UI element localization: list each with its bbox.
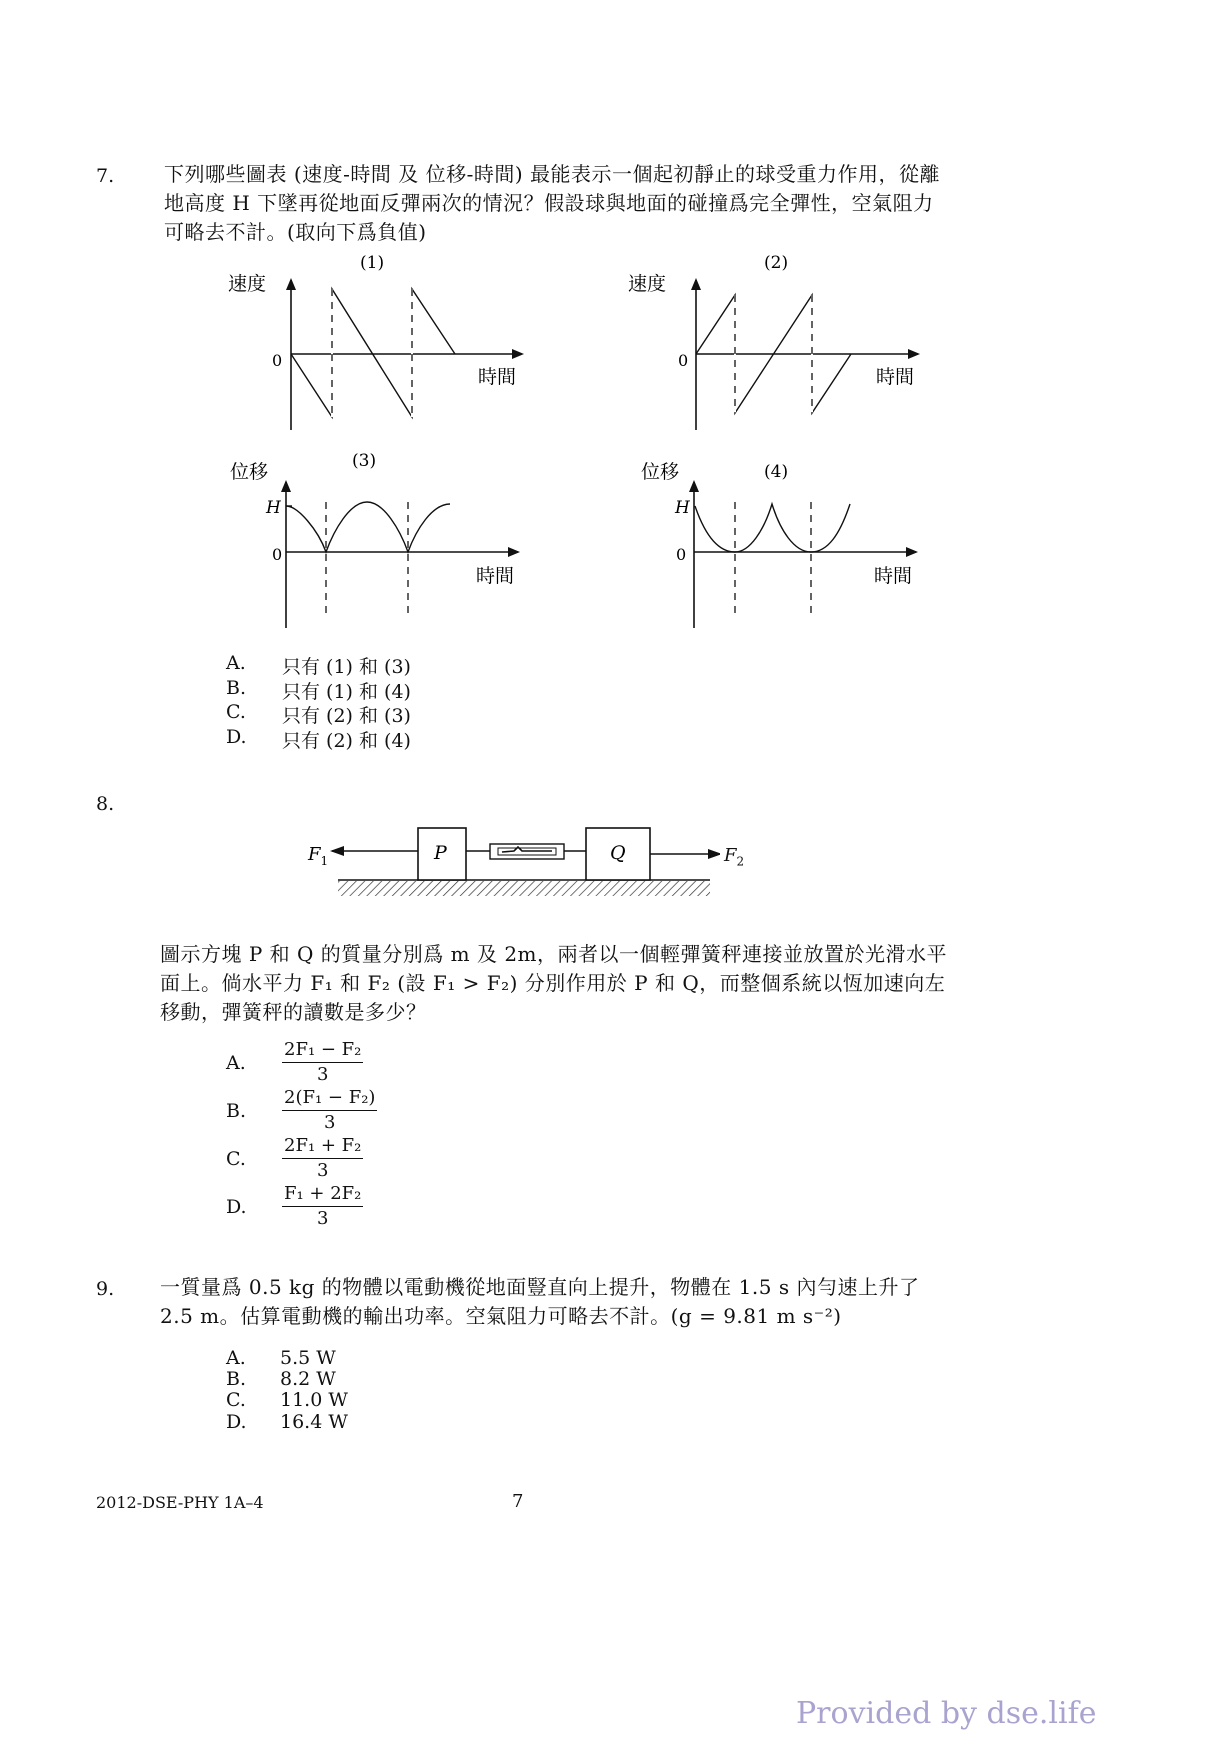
- graph-1: [228, 253, 522, 430]
- x-axis-label: 時間: [478, 366, 517, 388]
- graph-label: (2): [764, 253, 789, 273]
- denominator: 3: [323, 1112, 336, 1133]
- option-letter: D.: [226, 726, 247, 748]
- graph-3: [230, 451, 518, 628]
- stem-line: 地高度 H 下墜再從地面反彈兩次的情況？假設球與地面的碰撞爲完全彈性，空氣阻力: [164, 191, 934, 215]
- force-f2-label: $F_2$: [724, 845, 745, 869]
- graph-label: (3): [352, 451, 377, 471]
- question-number: 8.: [96, 793, 115, 815]
- numerator: 2F₁ − F₂: [282, 1038, 363, 1063]
- block-p-label: P: [434, 842, 447, 864]
- option-fraction: [282, 1182, 363, 1231]
- option-letter: A.: [226, 1052, 246, 1074]
- velocity-curve: [291, 289, 455, 417]
- denominator: 3: [316, 1160, 329, 1181]
- h-mark-label: H: [675, 498, 690, 518]
- y-axis-label: 速度: [628, 273, 667, 295]
- origin-label: 0: [272, 545, 283, 564]
- watermark: Provided by dse.life: [796, 1696, 1097, 1731]
- option-text: 5.5 W: [280, 1347, 336, 1369]
- graph-label: (4): [764, 462, 789, 482]
- graph-2: [628, 253, 918, 430]
- question-stem: [160, 1273, 919, 1331]
- denominator: 3: [316, 1064, 329, 1085]
- displacement-curve: [286, 502, 450, 552]
- origin-label: 0: [678, 351, 689, 370]
- graph-4: [641, 461, 916, 628]
- option-text: 只有 (1) 和 (3): [282, 656, 411, 678]
- stem-line: 2.5 m。估算電動機的輸出功率。空氣阻力可略去不計。(g = 9.81 m s⁻²): [160, 1304, 842, 1328]
- numerator: F₁ + 2F₂: [282, 1182, 363, 1207]
- block-q-label: Q: [610, 842, 626, 864]
- option-text: 只有 (2) 和 (4): [282, 730, 411, 752]
- stem-line: 下列哪些圖表 (速度-時間 及 位移-時間) 最能表示一個起初靜止的球受重力作用，從離: [164, 162, 941, 186]
- q8-diagram: [300, 818, 720, 904]
- option-letter: A.: [226, 1347, 246, 1369]
- option-letter: C.: [226, 1389, 246, 1411]
- q7-graphs: [0, 0, 1228, 700]
- paper-code: 2012-DSE-PHY 1A–4: [96, 1493, 264, 1512]
- option-text: 11.0 W: [280, 1389, 348, 1411]
- y-axis-label: 位移: [230, 461, 269, 483]
- force-f1-label: $F_1$: [308, 844, 329, 868]
- option-text: 16.4 W: [280, 1411, 348, 1433]
- stem-line: 可略去不計。(取向下爲負值): [164, 220, 427, 244]
- stem-line: 圖示方塊 P 和 Q 的質量分別爲 m 及 2m，兩者以一個輕彈簧秤連接並放置於光滑水平: [160, 942, 948, 966]
- denominator: 3: [316, 1208, 329, 1229]
- option-letter: D.: [226, 1411, 247, 1433]
- y-axis-label: 速度: [228, 273, 267, 295]
- x-axis-label: 時間: [476, 565, 515, 587]
- ground-hatching: [338, 881, 710, 896]
- question-number: 9.: [96, 1278, 115, 1300]
- numerator: 2F₁ + F₂: [282, 1134, 363, 1159]
- option-text: 只有 (2) 和 (3): [282, 705, 411, 727]
- graph-label: (1): [360, 253, 385, 273]
- stem-line: 一質量爲 0.5 kg 的物體以電動機從地面豎直向上提升，物體在 1.5 s 內勻速上升了: [160, 1275, 920, 1299]
- stem-line: 面上。倘水平力 F₁ 和 F₂ (設 F₁ > F₂) 分別作用於 P 和 Q，而整個系統以恆加速向左: [160, 971, 946, 995]
- option-letter: B.: [226, 677, 247, 699]
- option-text: 只有 (1) 和 (4): [282, 681, 411, 703]
- option-letter: C.: [226, 701, 246, 723]
- y-axis-label: 位移: [641, 461, 680, 483]
- origin-label: 0: [272, 351, 283, 370]
- option-fraction: [282, 1134, 363, 1183]
- displacement-curve: [695, 504, 850, 552]
- option-letter: B.: [226, 1368, 247, 1390]
- numerator: 2(F₁ − F₂): [282, 1086, 377, 1111]
- question-number: 7.: [96, 165, 115, 187]
- option-fraction: [282, 1038, 363, 1087]
- origin-label: 0: [676, 545, 687, 564]
- option-letter: B.: [226, 1100, 247, 1122]
- option-text: 8.2 W: [280, 1368, 336, 1390]
- option-letter: A.: [226, 652, 246, 674]
- option-letter: D.: [226, 1196, 247, 1218]
- h-mark-label: H: [266, 498, 281, 518]
- page-number: 7: [512, 1491, 524, 1512]
- option-letter: C.: [226, 1148, 246, 1170]
- x-axis-label: 時間: [876, 366, 915, 388]
- option-fraction: [282, 1086, 377, 1135]
- stem-line: 移動，彈簧秤的讀數是多少？: [160, 1000, 427, 1024]
- question-stem: [160, 940, 947, 1027]
- x-axis-label: 時間: [874, 565, 913, 587]
